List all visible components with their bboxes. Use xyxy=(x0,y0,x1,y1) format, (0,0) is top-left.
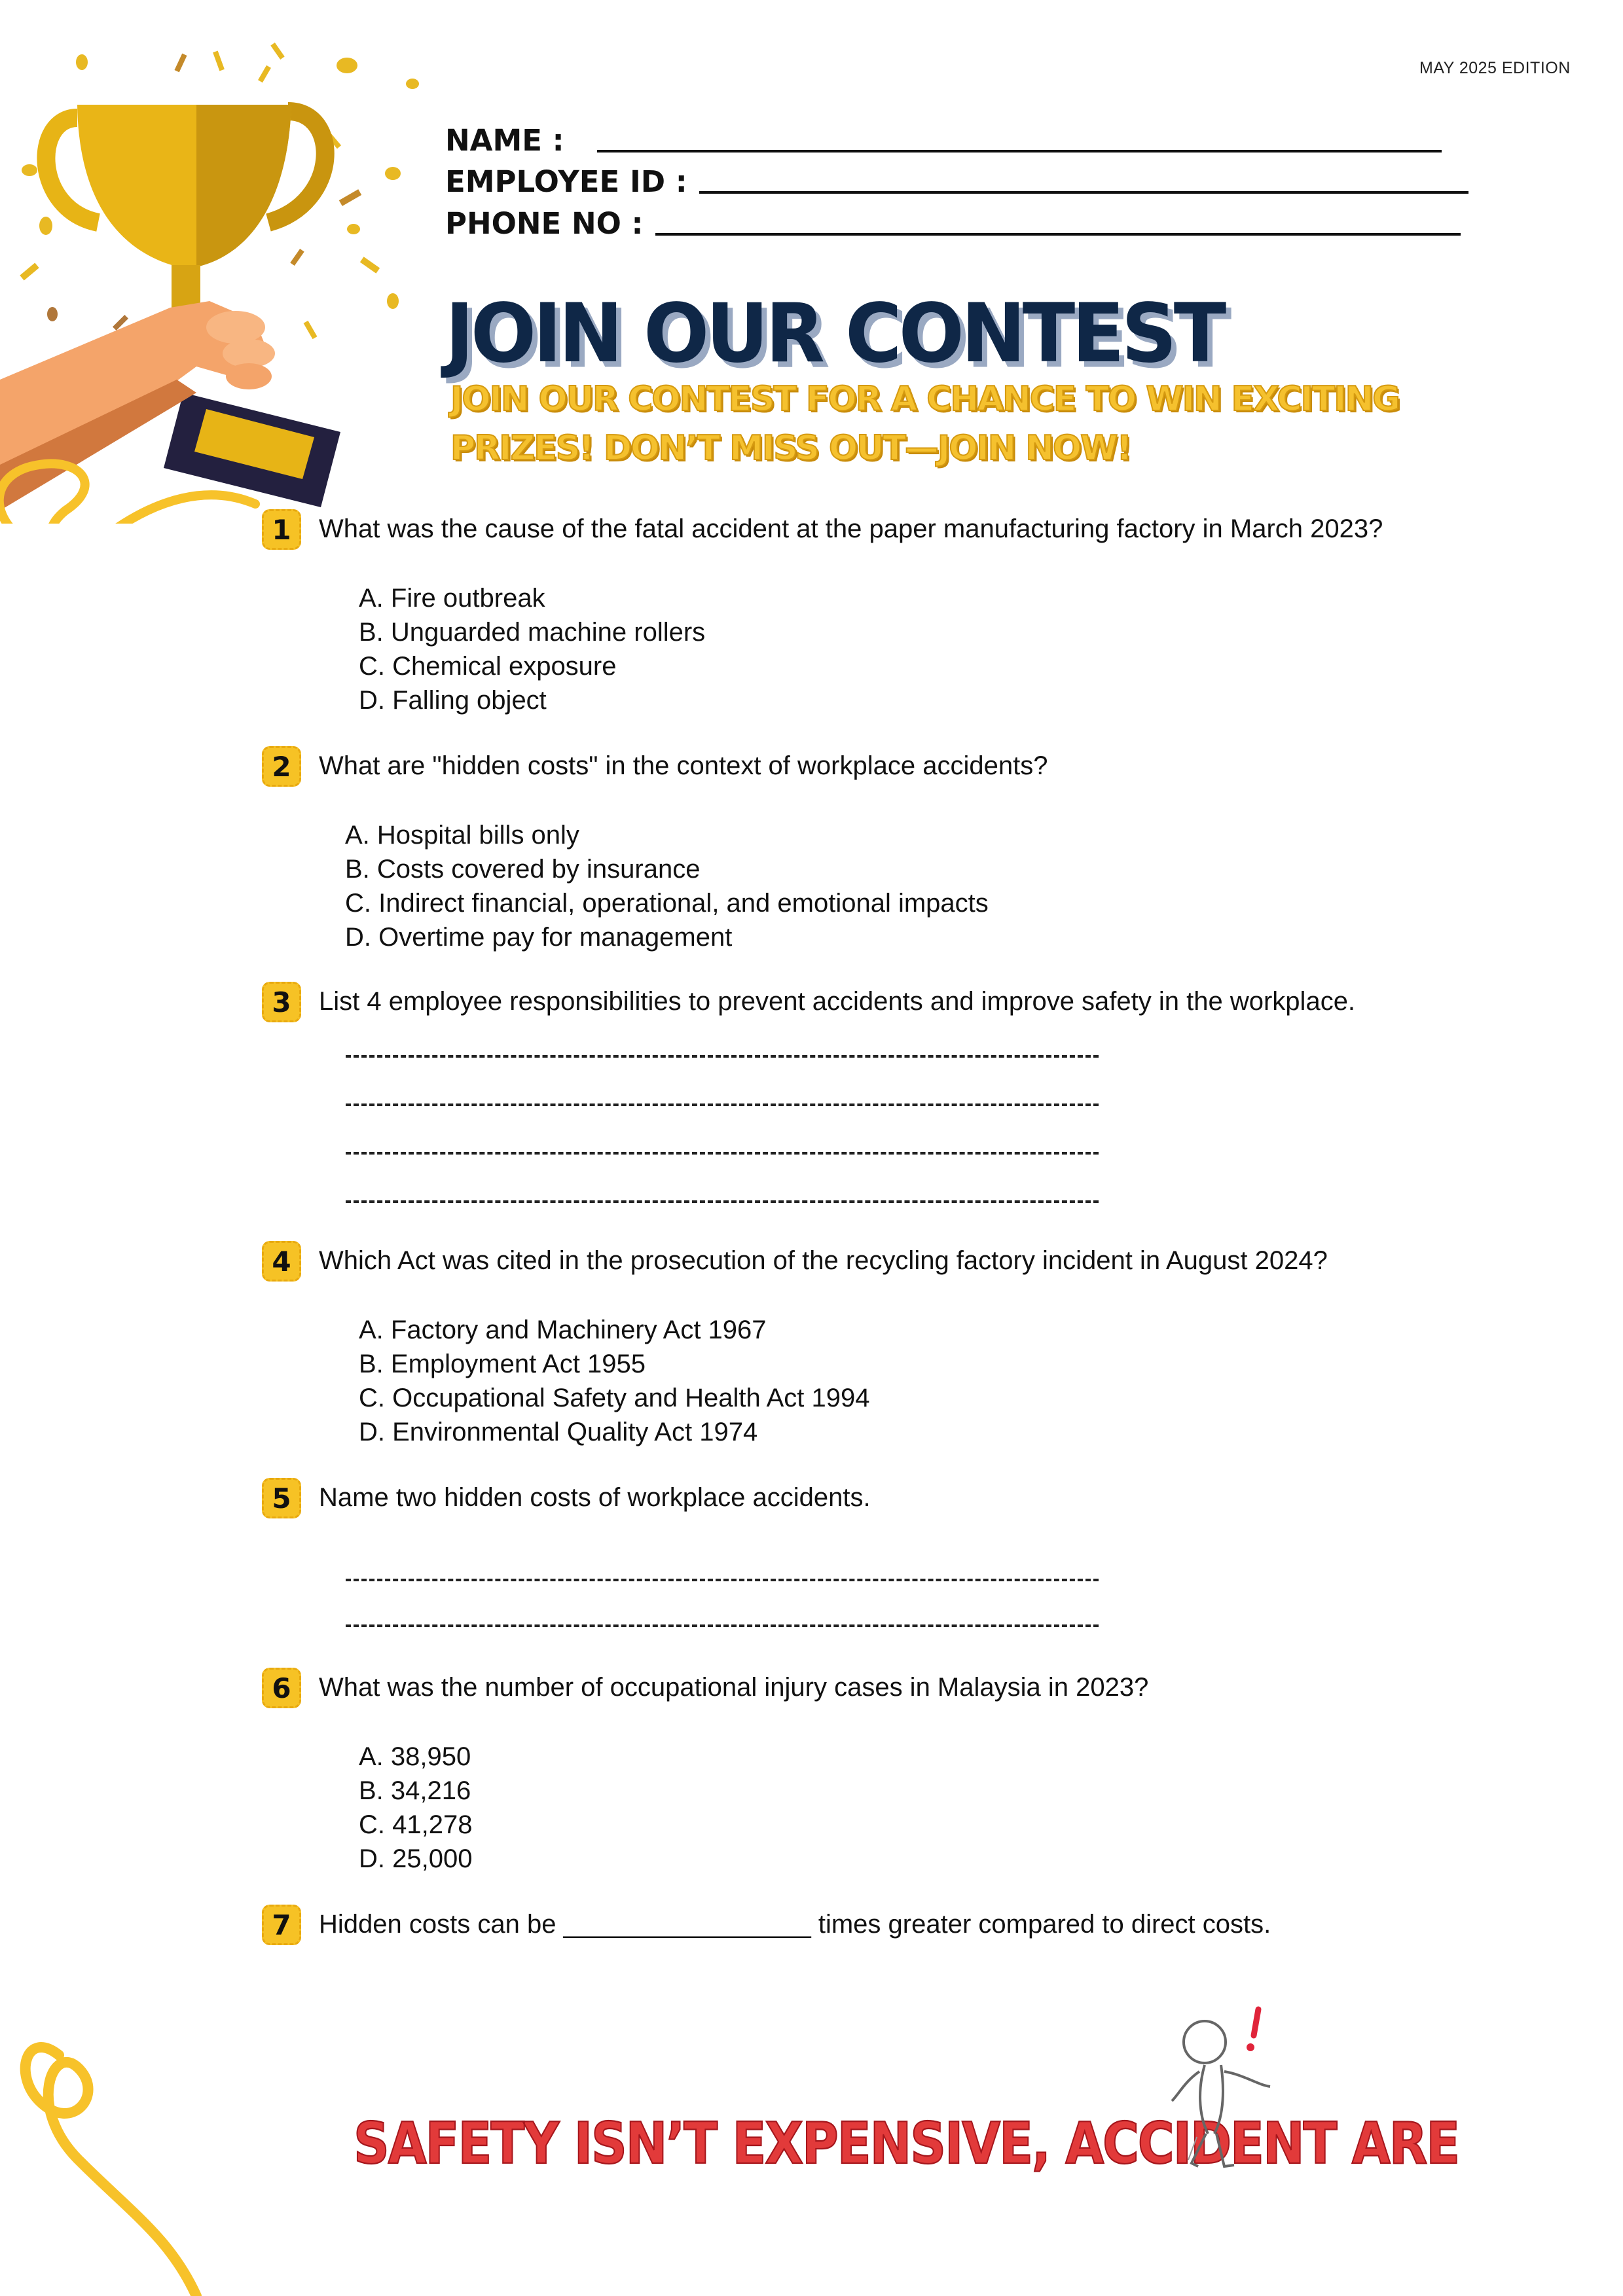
question-number-badge: 2 xyxy=(262,746,301,787)
option[interactable]: A. Hospital bills only xyxy=(345,821,579,850)
question-5-text: Name two hidden costs of workplace accidents. xyxy=(319,1483,871,1512)
contest-subtitle-line-1: JOIN OUR CONTEST FOR A CHANCE TO WIN EXCITING xyxy=(450,380,1399,419)
question-6-text: What was the number of occupational injury cases in Malaysia in 2023? xyxy=(319,1673,1149,1702)
answer-line[interactable] xyxy=(346,1055,1099,1058)
option[interactable]: D. Falling object xyxy=(359,686,547,715)
phone-field[interactable] xyxy=(445,206,1461,241)
option[interactable]: C. Indirect financial, operational, and emotional impacts xyxy=(345,889,989,918)
option[interactable]: B. 34,216 xyxy=(359,1776,471,1805)
question-3-text: List 4 employee responsibilities to prevent accidents and improve safety in the workplace. xyxy=(319,987,1356,1016)
option[interactable]: D. Environmental Quality Act 1974 xyxy=(359,1418,758,1446)
question-number-badge: 6 xyxy=(262,1668,301,1708)
answer-line[interactable] xyxy=(346,1152,1099,1155)
ribbon-bottom xyxy=(0,2016,216,2296)
question-7-text: Hidden costs can be _________________ times greater compared to direct costs. xyxy=(319,1910,1271,1939)
option[interactable]: B. Employment Act 1955 xyxy=(359,1350,646,1378)
phone-input-line[interactable] xyxy=(655,230,1461,236)
safety-slogan: SAFETY ISN’T EXPENSIVE, ACCIDENT ARE xyxy=(354,2109,1459,2177)
edition-label: MAY 2025 EDITION xyxy=(1419,59,1571,77)
question-2-text: What are "hidden costs" in the context of workplace accidents? xyxy=(319,751,1048,780)
question-number-badge: 4 xyxy=(262,1241,301,1282)
name-field[interactable] xyxy=(445,123,1442,158)
question-1-text: What was the cause of the fatal accident at the paper manufacturing factory in March 2023? xyxy=(319,514,1383,543)
option[interactable]: A. 38,950 xyxy=(359,1742,471,1771)
option[interactable]: C. Chemical exposure xyxy=(359,652,617,681)
question-number-badge: 7 xyxy=(262,1905,301,1945)
option[interactable]: D. Overtime pay for management xyxy=(345,923,733,952)
answer-line[interactable] xyxy=(346,1624,1099,1627)
name-input-line[interactable] xyxy=(597,147,1442,152)
option[interactable]: B. Unguarded machine rollers xyxy=(359,618,706,647)
worried-figure-icon xyxy=(1159,2003,1303,2179)
option[interactable]: B. Costs covered by insurance xyxy=(345,855,701,884)
option[interactable]: C. 41,278 xyxy=(359,1810,473,1839)
name-label: NAME : xyxy=(445,123,564,158)
answer-line[interactable] xyxy=(346,1200,1099,1203)
option[interactable]: A. Fire outbreak xyxy=(359,584,545,613)
question-1-options xyxy=(359,581,705,717)
employee-id-input-line[interactable] xyxy=(699,188,1468,194)
phone-label: PHONE NO : xyxy=(445,206,644,241)
contest-subtitle-line-2: PRIZES! DON’T MISS OUT—JOIN NOW! xyxy=(450,429,1131,468)
question-4-options xyxy=(359,1313,870,1449)
question-4-text: Which Act was cited in the prosecution of the recycling factory incident in August 2024? xyxy=(319,1246,1328,1275)
answer-line[interactable] xyxy=(346,1103,1099,1106)
question-number-badge: 5 xyxy=(262,1478,301,1518)
question-number-badge: 1 xyxy=(262,509,301,550)
option[interactable]: C. Occupational Safety and Health Act 1994 xyxy=(359,1384,870,1412)
contest-title: JOIN OUR CONTEST xyxy=(445,285,1224,381)
employee-id-label: EMPLOYEE ID : xyxy=(445,164,687,199)
employee-id-field[interactable] xyxy=(445,164,1468,199)
trophy-hand-illustration xyxy=(0,39,432,524)
question-number-badge: 3 xyxy=(262,982,301,1022)
option[interactable]: D. 25,000 xyxy=(359,1844,473,1873)
answer-line[interactable] xyxy=(346,1579,1099,1581)
question-2-options xyxy=(345,818,989,954)
question-6-options xyxy=(359,1740,472,1876)
option[interactable]: A. Factory and Machinery Act 1967 xyxy=(359,1316,767,1344)
